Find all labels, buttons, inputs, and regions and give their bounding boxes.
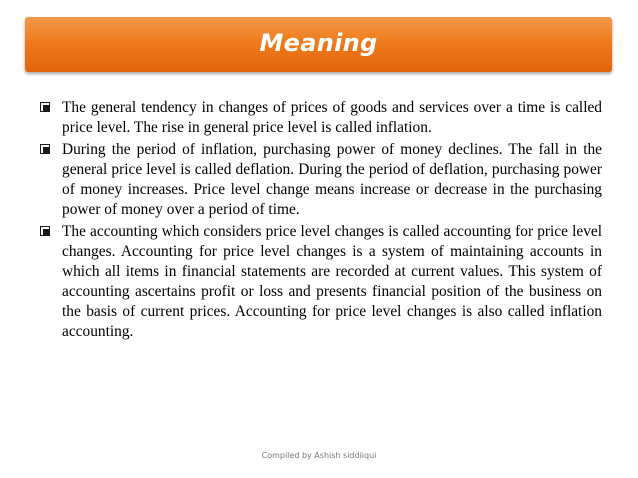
footer-credit: Compiled by Ashish siddiiqui [261,451,377,460]
bullet-item [40,140,602,220]
checkbox-bullet-icon [40,102,50,112]
checkbox-bullet-icon [40,226,50,236]
bullet-list [40,98,602,344]
bullet-text: The accounting which considers price level changes is called accounting for price level changes. Accounting for price level changes is a system of maintaining accounts in which all items in financial statements are recorded at current values. This system of accounting ascertains profit or loss and presents financial position of the business on the basis of current prices. Accounting for price level changes is also called inflation accounting. [62,223,602,340]
bullet-text: During the period of inflation, purchasing power of money declines. The fall in the general price level is called deflation. During the period of deflation, purchasing power of money increases. Price level change means increase or decrease in the purchasing power of money over a period of time. [62,141,602,218]
checkbox-bullet-icon [40,144,50,154]
bullet-item [40,222,602,342]
bullet-text: The general tendency in changes of prices of goods and services over a time is called price level. The rise in general price level is called inflation. [62,99,602,136]
bullet-item [40,98,602,138]
title-banner [25,17,612,72]
slide-title: Meaning [259,28,378,57]
